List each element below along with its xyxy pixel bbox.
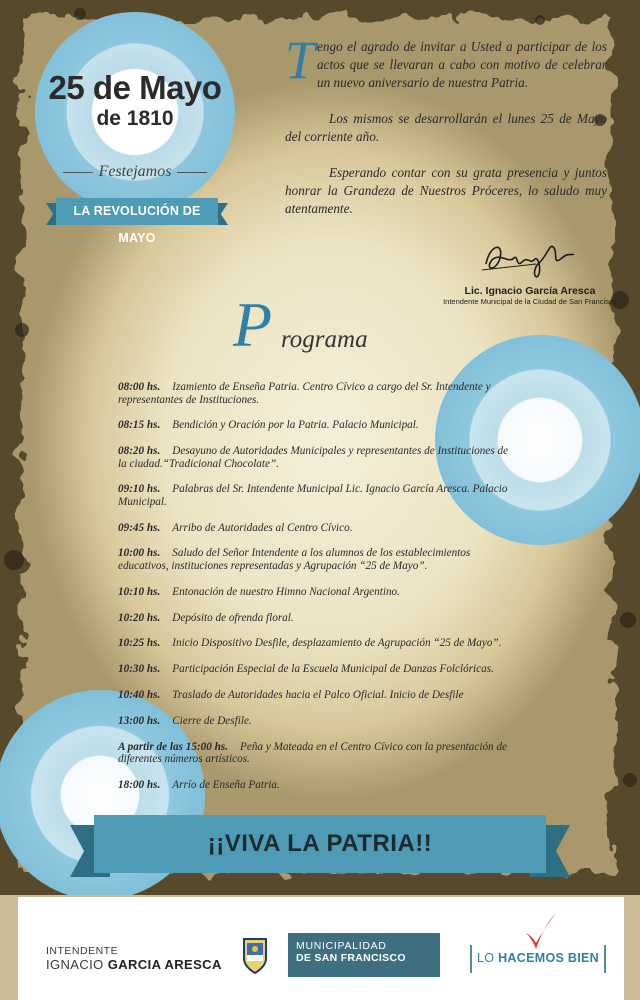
programa-initial: P [233,289,273,360]
schedule-item [118,381,518,406]
schedule-item [118,689,518,702]
footer [18,897,624,1000]
slogan-normal: LO [477,951,495,965]
schedule-item [118,612,518,625]
schedule-text: Inicio Dispositivo Desfile, desplazamiento de Agrupación “25 de Mayo”. [172,637,502,650]
signer-block [430,285,630,306]
letter-paragraph-1: engo el agrado de invitar a Usted a participar de los actos que se llevaran a cabo con motivo de celebrar un nuevo aniversario de nuestra Patria. [317,39,607,90]
schedule-item [118,419,518,432]
letter-paragraph-2: Los mismos se desarrollarán el lunes 25 de Mayo del corriente año. [285,111,607,144]
schedule-item [118,779,518,792]
schedule-text: Palabras del Sr. Intendente Municipal Lic. Ignacio García Aresca. Palacio Municipal. [118,483,508,508]
schedule-item [118,663,518,676]
slogan-text [470,951,606,965]
schedule-text: Entonación de nuestro Himno Nacional Argentino. [172,585,400,598]
festejamos-label: Festejamos [30,163,240,181]
schedule-time: 08:15 hs. [118,419,161,432]
schedule-item [118,637,518,650]
schedule-text: Izamiento de Enseña Patria. Centro Cívico a cargo del Sr. Intendente y representantes de Instituciones. [118,381,491,406]
municipalidad-prefix: DE [296,952,312,964]
footer-lo-hacemos-bien [466,911,616,987]
letter-dropcap: T [285,30,316,90]
schedule-time: A partir de las 15:00 hs. [118,740,229,753]
schedule-time: 10:00 hs. [118,547,161,560]
schedule-item [118,547,518,572]
viva-la-patria-banner [70,815,570,881]
date-title [40,70,230,132]
municipalidad-line-2 [296,952,406,964]
schedule-item [118,715,518,728]
slogan-bold: HACEMOS BIEN [498,951,599,965]
schedule-time: 18:00 hs. [118,778,161,791]
schedule-item [118,445,518,470]
municipalidad-text [296,940,406,964]
signer-role: Intendente Municipal de la Ciudad de San Francisco [443,297,617,306]
intendente-last-name: GARCIA ARESCA [107,957,222,972]
intendente-name [46,957,222,972]
schedule-text: Bendición y Oración por la Patria. Palacio Municipal. [172,419,419,432]
programa-heading [233,289,393,366]
signer-name: Lic. Ignacio García Aresca [464,285,596,297]
schedule-text: Cierre de Desfile. [172,714,252,727]
schedule-time: 08:00 hs. [118,381,161,393]
crest-shield-icon [222,933,288,977]
schedule-list [118,381,518,805]
revolucion-ribbon [46,198,228,245]
letter-paragraph-3: Esperando contar con su grata presencia y juntos honrar la Grandeza de Nuestros Próceres, lo saludo muy atentamente. [285,165,607,216]
schedule-text: Traslado de Autoridades hacia el Palco Oficial. Inicio de Desfile [172,688,464,701]
intendente-first-name: IGNACIO [46,957,104,972]
banner-text: ¡¡VIVA LA PATRIA!! [94,815,546,873]
title-year: de 1810 [96,107,174,130]
invitation-letter [285,30,607,236]
schedule-time: 09:10 hs. [118,483,161,496]
schedule-text: Desayuno de Autoridades Municipales y representantes de Instituciones de la ciudad.“Tradicional Chocolate”. [118,445,509,470]
signature-image [478,234,578,280]
schedule-time: 08:20 hs. [118,445,161,458]
schedule-item [118,522,518,535]
municipalidad-city: SAN FRANCISCO [314,952,406,964]
ribbon-text: LA REVOLUCIÓN DE MAYO [56,198,218,225]
schedule-item [118,741,518,766]
schedule-time: 09:45 hs. [118,521,161,534]
crest-icon [222,933,288,977]
schedule-time: 13:00 hs. [118,714,161,727]
schedule-time: 10:30 hs. [118,663,161,676]
footer-municipalidad [222,933,440,977]
title-day: 25 de Mayo [48,69,222,106]
schedule-text: Peña y Mateada en el Centro Cívico con la presentación de diferentes números artísticos. [118,740,508,766]
schedule-time: 10:40 hs. [118,688,161,701]
schedule-text: Participación Especial de la Escuela Municipal de Danzas Folclóricas. [172,663,494,676]
schedule-time: 10:20 hs. [118,611,161,624]
schedule-item [118,586,518,599]
municipalidad-line-1: MUNICIPALIDAD [296,940,387,952]
schedule-time: 10:25 hs. [118,637,161,650]
schedule-text: Arribo de Autoridades al Centro Cívico. [172,521,353,534]
schedule-text: Arrío de Enseña Patria. [172,778,280,791]
schedule-text: Depósito de ofrenda floral. [172,611,294,624]
schedule-time: 10:10 hs. [118,585,161,598]
intendente-label: INTENDENTE [46,945,119,957]
footer-intendente [46,945,222,972]
schedule-text: Saludo del Señor Intendente a los alumnos de los establecimientos educativos, instituciones representadas y Agrupación “25 de Mayo”. [118,547,471,572]
schedule-item [118,483,518,508]
programa-rest: rograma [281,326,368,353]
